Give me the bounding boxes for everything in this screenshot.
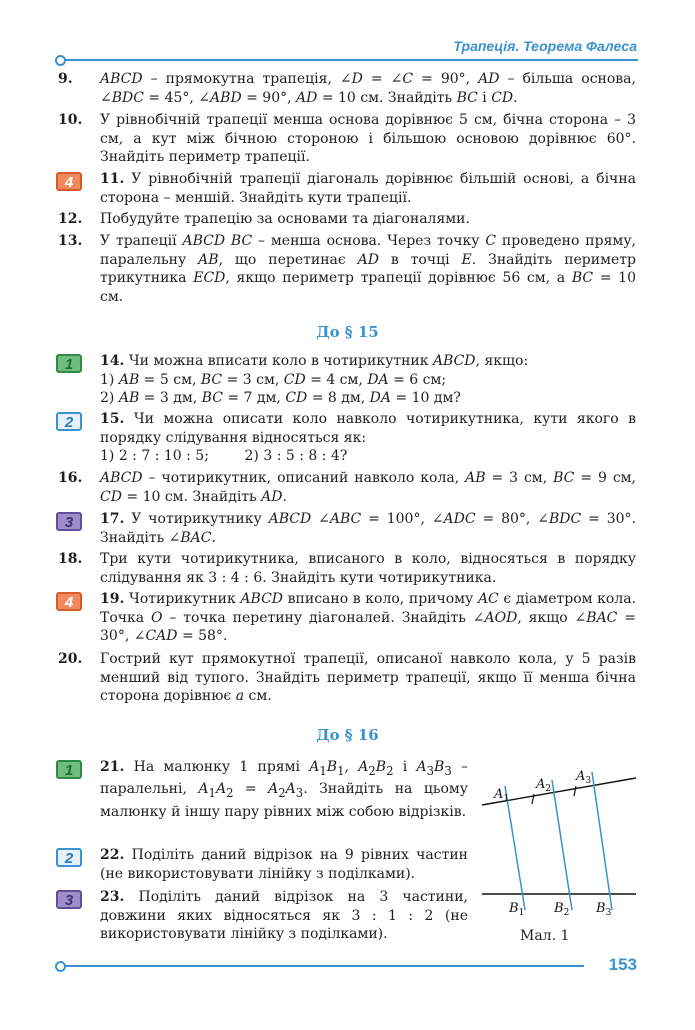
level-3-badge: 3	[56, 890, 82, 909]
problem-20: 20. Гострий кут прямокутної трапеції, описаної навколо кола, у 5 разів менший від тупого. Знайдіть периметр трапеції, якщо її менша бічна сторона дорівнює a см.	[58, 651, 636, 704]
section-heading-16: До § 16	[316, 726, 379, 744]
level-1-badge: 1	[56, 760, 82, 779]
figure-1	[478, 758, 643, 948]
label-a1: $A_1$	[494, 787, 510, 804]
problem-15: 15. Чи можна описати коло навколо чотирикутника, кути якого в порядку слідування відносяться як: 1) 2 : 7 : 10 : 5; 2) 3 : 5 : 8 : 4?	[100, 411, 637, 464]
parallel-line-3	[592, 772, 612, 910]
level-1-badge: 1	[56, 354, 82, 373]
label-b2: $B_2$	[554, 901, 570, 918]
section-heading-15: До § 15	[316, 323, 379, 341]
footer-rule-dot	[55, 961, 66, 972]
problem-9: 9. ABCD – прямокутна трапеція, ∠D = ∠C = 90°, AD – більша основа, ∠BDC = 45°, ∠ABD = 90°, AD = 10 см. Знайдіть BC і CD.	[58, 71, 636, 106]
label-a3: $A_3$	[576, 769, 592, 786]
problem-22: 22. Поділіть даний відрізок на 9 рівних частин (не використовувати лінійку з поділками).	[100, 847, 469, 882]
page-number: 153	[608, 955, 637, 974]
problem-18: 18. Три кути чотирикутника, вписаного в коло, відносяться в порядку слідування як 3 : 4 : 6. Знайдіть кути чотирикутника.	[58, 551, 636, 586]
figure-caption: Мал. 1	[520, 928, 570, 944]
label-a2: $A_2$	[536, 777, 552, 794]
problem-16: 16. ABCD – чотирикутник, описаний навколо кола, AB = 3 см, BC = 9 см, CD = 10 см. Знайдіть AD.	[58, 470, 636, 505]
header-rule	[64, 59, 638, 61]
level-4-badge: 4	[56, 172, 82, 191]
parallel-line-1	[505, 786, 525, 910]
problem-13: 13. У трапеції ABCD BC – менша основа. Через точку C проведено пряму, паралельну AB, що перетинає AD в точці E. Знайдіть периметр трикутника ECD, якщо периметр трапеції дорівнює 56 см, а BC = 10 см.	[58, 233, 636, 305]
parallel-line-2	[552, 780, 572, 910]
running-header: Трапеція. Теорема Фалеса	[453, 38, 637, 54]
level-4-badge: 4	[56, 592, 82, 611]
problem-19: 19. Чотирикутник ABCD вписано в коло, причому AC є діаметром кола. Точка O – точка перетину діагоналей. Знайдіть ∠AOD, якщо ∠BAC = 30°, ∠CAD = 58°.	[100, 591, 637, 644]
problem-21: 21. На малюнку 1 прямі $A_1B_1$, $A_2B_2$ і $A_3B_3$ – паралельні, $A_1A_2 = A_2A_3$. Знайдіть на цьому малюнку й іншу пару рівних між собою відрізків.	[100, 759, 469, 820]
problem-23: 23. Поділіть даний відрізок на 3 частини, довжини яких відносяться як 3 : 1 : 2 (не використовувати лінійку з поділками).	[100, 889, 468, 942]
problem-10: 10. У рівнобічній трапеції менша основа дорівнює 5 см, бічна сторона – 3 см, а кут між бічною стороною і більшою основою дорівнює 60°. Знайдіть периметр трапеції.	[58, 112, 636, 165]
problem-14: 14. Чи можна вписати коло в чотирикутник ABCD, якщо: 1) AB = 5 см, BC = 3 см, CD = 4 см, DA = 6 см; 2) AB = 3 дм, BC = 7 дм, CD = 8 дм, DA = 10 дм?	[100, 353, 529, 406]
level-2-badge: 2	[56, 848, 82, 867]
label-b1: $B_1$	[509, 901, 525, 918]
problem-11: 11. У рівнобічній трапеції діагональ дорівнює більшій основі, а бічна сторона – меншій. Знайдіть кути трапеції.	[100, 171, 636, 206]
level-3-badge: 3	[56, 512, 82, 531]
label-b3: $B_3$	[596, 901, 612, 918]
footer-rule	[64, 965, 584, 967]
tick-mark-2	[574, 786, 576, 796]
problem-17: 17. У чотирикутнику ABCD ∠ABC = 100°, ∠ADC = 80°, ∠BDC = 30°. Знайдіть ∠BAC.	[100, 511, 636, 546]
header-rule-dot	[55, 55, 66, 66]
level-2-badge: 2	[56, 412, 82, 431]
problem-12: 12. Побудуйте трапецію за основами та діагоналями.	[58, 211, 470, 227]
